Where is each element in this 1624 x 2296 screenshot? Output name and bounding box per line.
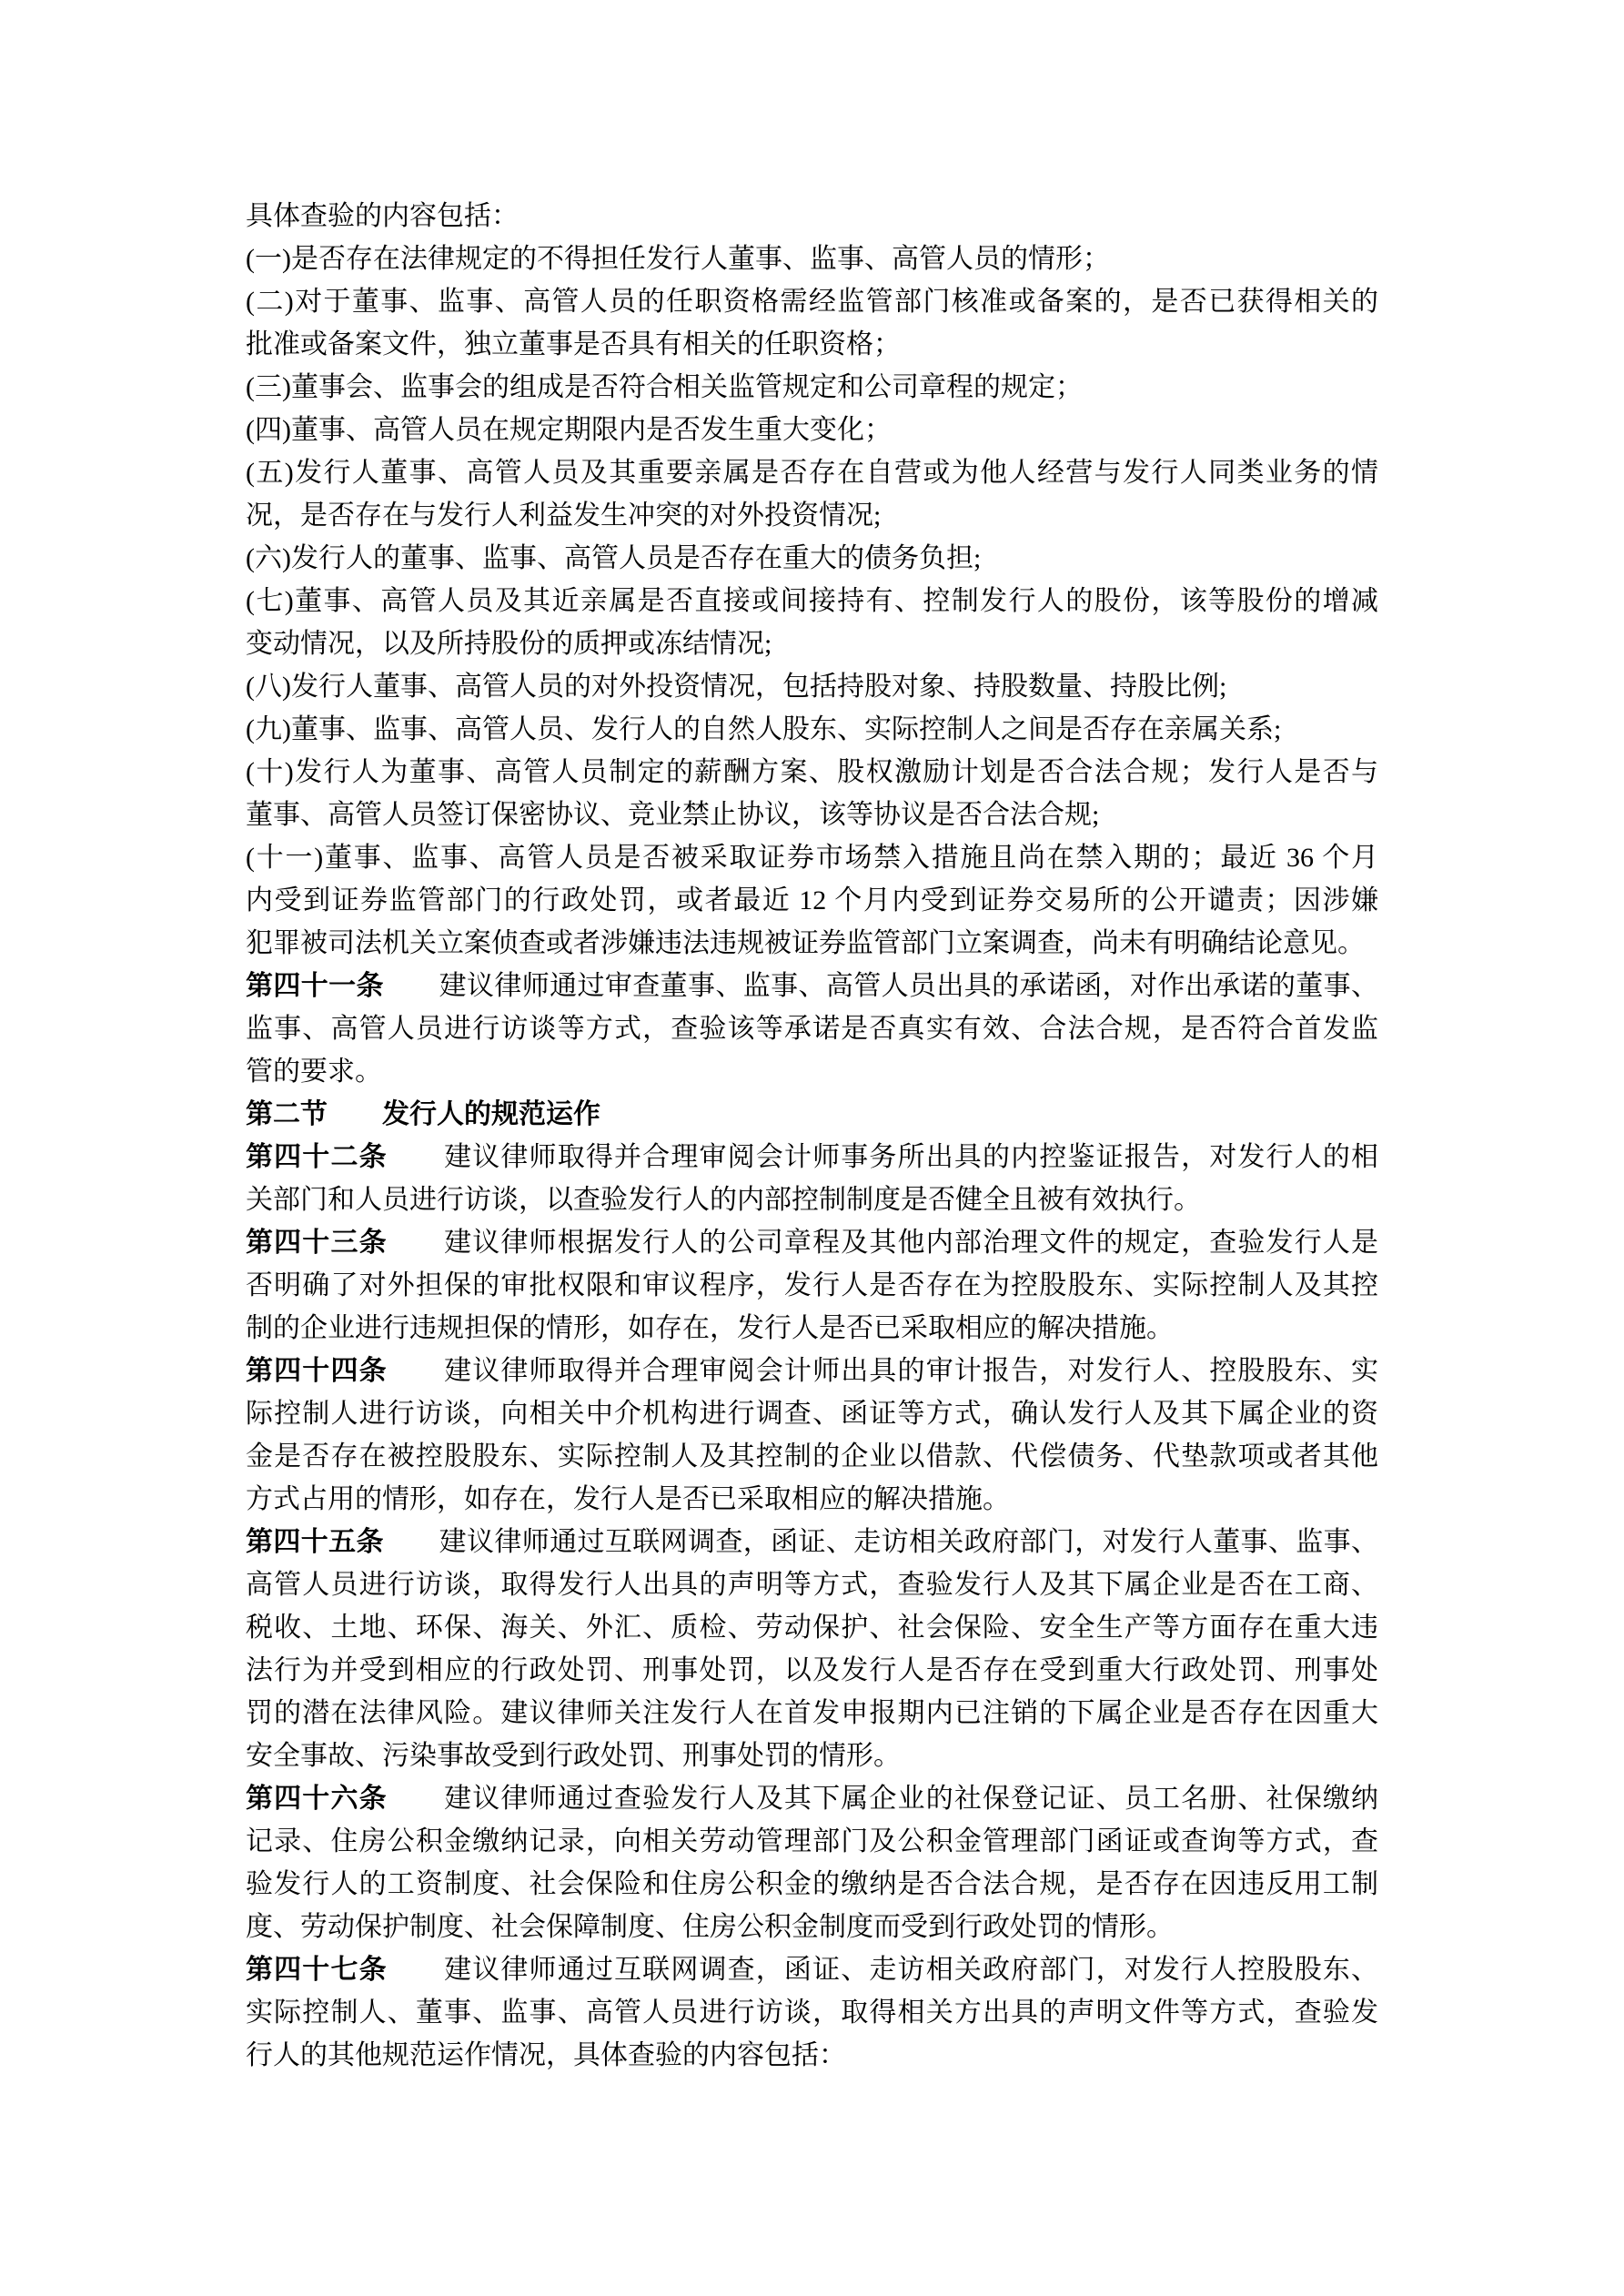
text-line: [246, 1136, 1378, 1178]
text-run: (五)发行人董事、高管人员及其重要亲属是否存在自营或为他人经营与发行人同类业务的情: [246, 458, 1378, 488]
text-run: 法行为并受到相应的行政处罚、刑事处罚，以及发行人是否存在受到重大行政处罚、刑事处: [246, 1655, 1378, 1685]
text-run: 度、劳动保护制度、社会保障制度、住房公积金制度而受到行政处罚的情形。: [246, 1912, 1174, 1942]
text-line: [246, 1863, 1378, 1906]
text-line: [246, 1563, 1378, 1606]
text-run: 关部门和人员进行访谈，以查验发行人的内部控制制度是否健全且被有效执行。: [246, 1185, 1201, 1215]
text-line: [246, 2034, 1378, 2077]
text-line: [246, 537, 1378, 580]
text-run: 制的企业进行违规担保的情形，如存在，发行人是否已采取相应的解决措施。: [246, 1313, 1174, 1343]
text-line: [246, 1521, 1378, 1563]
text-run: 建议律师通过查验发行人及其下属企业的社保登记证、员工名册、社保缴纳: [387, 1784, 1379, 1814]
text-line: [246, 922, 1378, 965]
text-run: 监事、高管人员进行访谈等方式，查验该等承诺是否真实有效、合法合规，是否符合首发监: [246, 1014, 1378, 1044]
text-line: [246, 1221, 1378, 1264]
text-run: 变动情况，以及所持股份的质押或冻结情况;: [246, 629, 772, 659]
text-line: [246, 409, 1378, 451]
heading-run: 第四十四条: [246, 1356, 388, 1386]
text-run: (三)董事会、监事会的组成是否符合相关监管规定和公司章程的规定；: [246, 372, 1083, 402]
text-run: 验发行人的工资制度、社会保险和住房公积金的缴纳是否合法合规，是否存在因违反用工制: [246, 1869, 1378, 1899]
text-line: [246, 1350, 1378, 1392]
text-line: [246, 794, 1378, 836]
text-run: 建议律师取得并合理审阅会计师出具的审计报告，对发行人、控股股东、实: [387, 1356, 1379, 1386]
text-line: [246, 665, 1378, 708]
text-run: 建议律师通过审查董事、监事、高管人员出具的承诺函，对作出承诺的董事、: [383, 971, 1378, 1001]
text-line: [246, 1735, 1378, 1777]
text-line: [246, 1307, 1378, 1350]
text-run: 际控制人进行访谈，向相关中介机构进行调查、函证等方式，确认发行人及其下属企业的资: [246, 1399, 1378, 1429]
text-line: [246, 1820, 1378, 1863]
text-line: [246, 1692, 1378, 1735]
text-run: 建议律师根据发行人的公司章程及其他内部治理文件的规定，查验发行人是: [387, 1228, 1379, 1258]
text-line: [246, 280, 1378, 323]
text-run: (一)是否存在法律规定的不得担任发行人董事、监事、高管人员的情形；: [246, 244, 1110, 274]
text-run: (六)发行人的董事、监事、高管人员是否存在重大的债务负担;: [246, 543, 982, 573]
text-line: [246, 1178, 1378, 1221]
text-line: [246, 1392, 1378, 1435]
heading-run: 第二节 发行人的规范运作: [246, 1099, 600, 1129]
text-run: (十)发行人为董事、高管人员制定的薪酬方案、股权激励计划是否合法合规；发行人是否与: [246, 757, 1378, 787]
text-line: [246, 1606, 1378, 1649]
text-line: [246, 1007, 1378, 1050]
text-line: [246, 1478, 1378, 1521]
heading-run: 第四十三条: [246, 1228, 388, 1258]
text-line: [246, 1435, 1378, 1478]
text-run: 董事、高管人员签订保密协议、竞业禁止协议，该等协议是否合法合规;: [246, 800, 1100, 830]
text-run: (八)发行人董事、高管人员的对外投资情况，包括持股对象、持股数量、持股比例;: [246, 672, 1227, 702]
text-line: [246, 751, 1378, 794]
document-body: [246, 195, 1378, 2077]
text-run: 行人的其他规范运作情况，具体查验的内容包括：: [246, 2040, 846, 2070]
text-line: [246, 580, 1378, 622]
text-run: 实际控制人、董事、监事、高管人员进行访谈，取得相关方出具的声明文件等方式，查验发: [246, 1998, 1378, 2028]
heading-run: 第四十一条: [246, 971, 384, 1001]
text-line: [246, 879, 1378, 922]
text-run: 建议律师通过互联网调查，函证、走访相关政府部门，对发行人董事、监事、: [383, 1527, 1378, 1557]
text-run: (十一)董事、监事、高管人员是否被采取证券市场禁入措施且尚在禁入期的；最近 36 个月: [246, 843, 1378, 873]
text-line: [246, 451, 1378, 494]
text-run: 高管人员进行访谈，取得发行人出具的声明等方式，查验发行人及其下属企业是否在工商、: [246, 1570, 1378, 1600]
text-run: 否明确了对外担保的审批权限和审议程序，发行人是否存在为控股股东、实际控制人及其控: [246, 1270, 1378, 1300]
text-run: 具体查验的内容包括：: [246, 201, 519, 231]
text-run: 况，是否存在与发行人利益发生冲突的对外投资情况;: [246, 501, 882, 531]
text-line: [246, 195, 1378, 238]
text-line: [246, 1991, 1378, 2034]
text-run: (九)董事、监事、高管人员、发行人的自然人股东、实际控制人之间是否存在亲属关系;: [246, 714, 1282, 744]
text-line: [246, 1777, 1378, 1820]
heading-run: 第四十六条: [246, 1784, 388, 1814]
text-line: [246, 1264, 1378, 1307]
text-run: 罚的潜在法律风险。建议律师关注发行人在首发申报期内已注销的下属企业是否存在因重大: [246, 1698, 1378, 1728]
text-line: [246, 965, 1378, 1007]
text-run: (四)董事、高管人员在规定期限内是否发生重大变化；: [246, 415, 892, 445]
text-run: 税收、土地、环保、海关、外汇、质检、劳动保护、社会保险、安全生产等方面存在重大违: [246, 1613, 1378, 1643]
text-run: 内受到证券监管部门的行政处罚，或者最近 12 个月内受到证券交易所的公开谴责；因涉嫌: [246, 885, 1378, 915]
text-line: [246, 1093, 1378, 1136]
heading-run: 第四十五条: [246, 1527, 384, 1557]
text-line: [246, 323, 1378, 366]
text-run: 建议律师通过互联网调查，函证、走访相关政府部门，对发行人控股股东、: [387, 1955, 1379, 1985]
text-line: [246, 622, 1378, 665]
text-run: 建议律师取得并合理审阅会计师事务所出具的内控鉴证报告，对发行人的相: [387, 1142, 1379, 1172]
text-run: 犯罪被司法机关立案侦查或者涉嫌违法违规被证券监管部门立案调查，尚未有明确结论意见。: [246, 928, 1365, 958]
text-run: 批准或备案文件，独立董事是否具有相关的任职资格；: [246, 329, 901, 359]
text-line: [246, 1906, 1378, 1948]
text-line: [246, 1649, 1378, 1692]
text-line: [246, 494, 1378, 537]
text-run: 安全事故、污染事故受到行政处罚、刑事处罚的情形。: [246, 1741, 901, 1771]
text-run: (七)董事、高管人员及其近亲属是否直接或间接持有、控制发行人的股份，该等股份的增减: [246, 586, 1378, 616]
text-line: [246, 708, 1378, 751]
text-line: [246, 366, 1378, 409]
text-line: [246, 1050, 1378, 1093]
text-line: [246, 1948, 1378, 1991]
text-run: 记录、住房公积金缴纳记录，向相关劳动管理部门及公积金管理部门函证或查询等方式，查: [246, 1826, 1378, 1856]
text-run: (二)对于董事、监事、高管人员的任职资格需经监管部门核准或备案的，是否已获得相关的: [246, 287, 1378, 317]
text-run: 管的要求。: [246, 1057, 382, 1087]
text-run: 金是否存在被控股股东、实际控制人及其控制的企业以借款、代偿债务、代垫款项或者其他: [246, 1441, 1378, 1472]
heading-run: 第四十二条: [246, 1142, 388, 1172]
text-line: [246, 238, 1378, 280]
text-run: 方式占用的情形，如存在，发行人是否已采取相应的解决措施。: [246, 1484, 1010, 1514]
text-line: [246, 836, 1378, 879]
heading-run: 第四十七条: [246, 1955, 388, 1985]
